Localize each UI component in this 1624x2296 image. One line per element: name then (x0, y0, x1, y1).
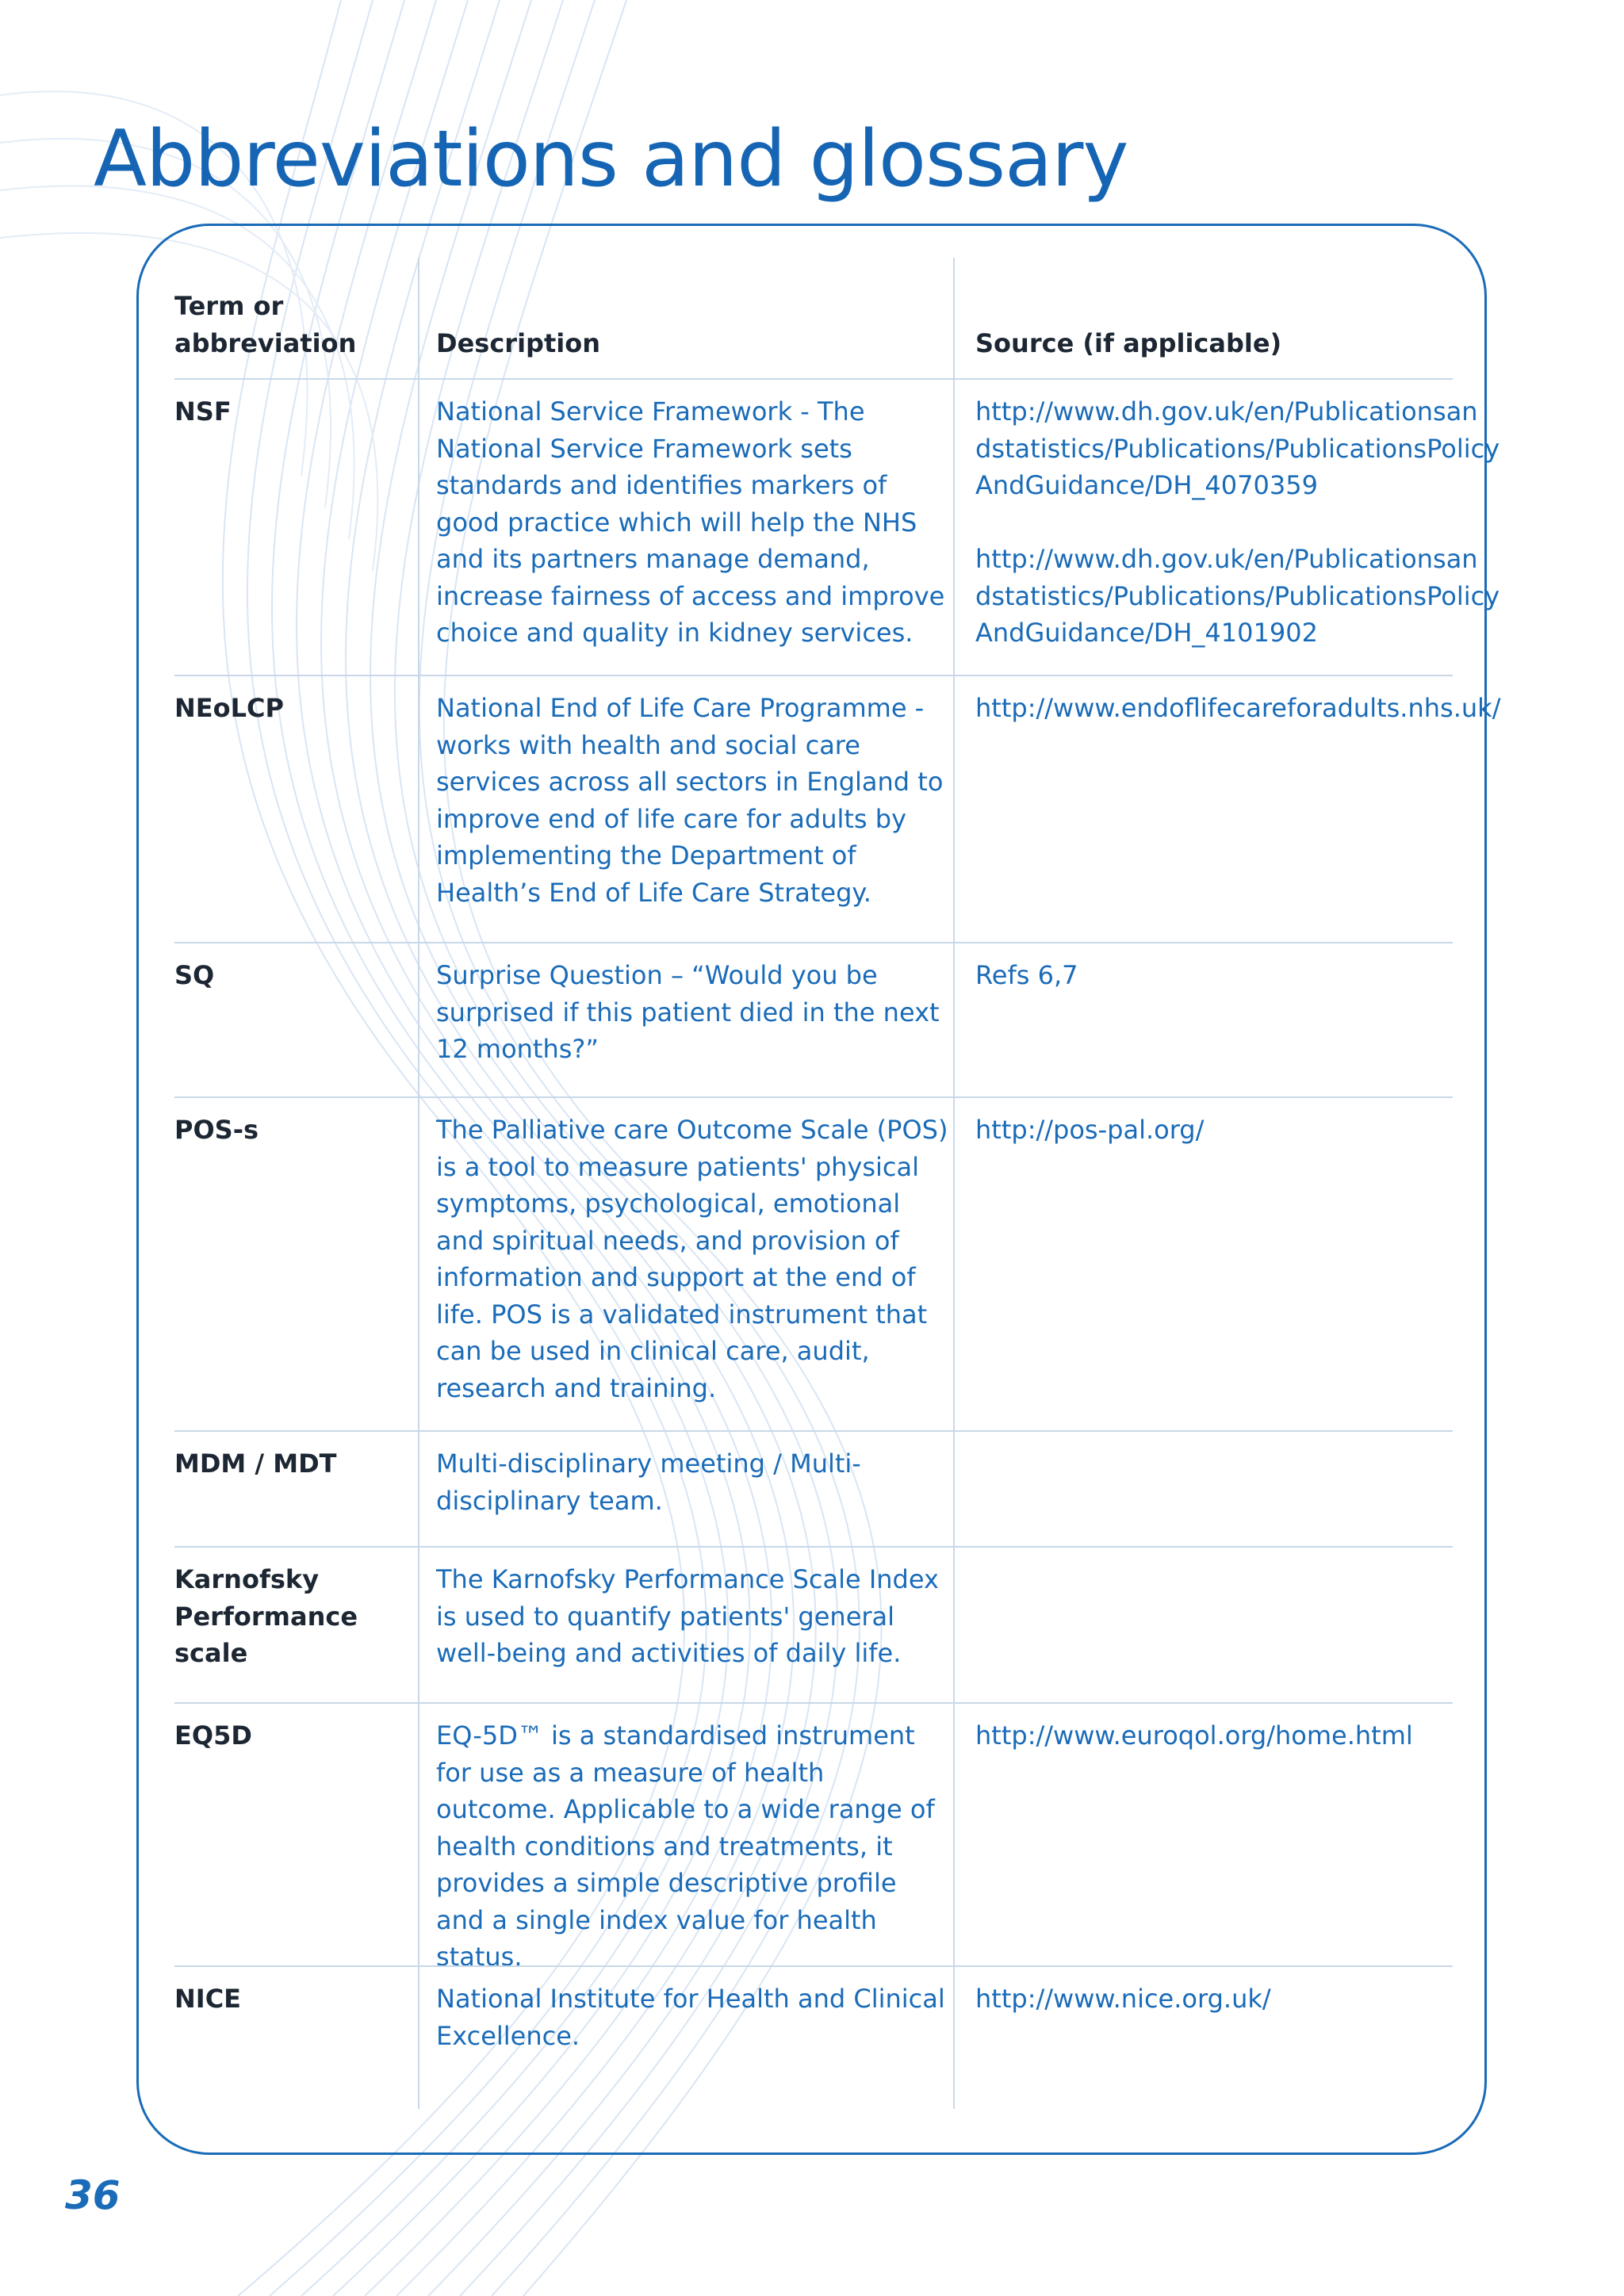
row-term: POS-s (174, 1115, 259, 1145)
glossary-table (174, 258, 1501, 2109)
row-source: Refs 6,7 (975, 960, 1078, 990)
page-number: 36 (65, 2172, 121, 2218)
row-term: NICE (174, 1984, 242, 2014)
row-description: National Service Framework - The National Service Framework sets standards and identifies markers of good practice which will help the NHS and its partners manage demand, increase fairness of access and improve choice and quality in kidney services. (436, 396, 945, 648)
row-description: National End of Life Care Programme - works with health and social care services across all sectors in England to improve end of life care for adults by implementing the Department of Health’s End of Life Care Strategy. (436, 693, 944, 908)
row-description: EQ-5D™ is a standardised instrument for use as a measure of health outcome. Applicable to a wide range of health conditions and treatments, it provides a simple descriptive profile and a single index value for health status. (436, 1720, 935, 1972)
table-row (174, 1546, 1453, 1704)
row-source-link[interactable]: http://www.nice.org.uk/ (975, 1984, 1271, 2014)
table-row (174, 942, 1453, 1098)
row-description: National Institute for Health and Clinical Excellence. (436, 1984, 945, 2051)
header-term: Term or abbreviation (174, 291, 357, 358)
page-title: Abbreviations and glossary (94, 114, 1128, 205)
table-row (174, 1965, 1453, 2110)
row-source-link[interactable]: http://www.dh.gov.uk/en/Publicationsan dstatistics/Publications/PublicationsPolicy AndGuidance/DH_4070359 http://www.dh.gov.uk/en/Publicationsan dstatistics/Publications/PublicationsPolicy AndGuidance/DH_4101902 (975, 396, 1500, 648)
row-source-link[interactable]: http://www.euroqol.org/home.html (975, 1720, 1413, 1751)
table-row (174, 378, 1500, 676)
row-term: NEoLCP (174, 693, 284, 723)
table-row (174, 1430, 1453, 1548)
table-header (174, 258, 1453, 378)
table-row (174, 1702, 1453, 1972)
header-description: Description (436, 328, 600, 358)
row-description: The Karnofsky Performance Scale Index is used to quantify patients' general well-being and activities of daily life. (436, 1564, 939, 1668)
row-source-link[interactable]: http://pos-pal.org/ (975, 1115, 1205, 1145)
row-description: The Palliative care Outcome Scale (POS) is a tool to measure patients' physical symptoms, psychological, emotional and spiritual needs, and provision of information and support at the end of life. POS is a validated instrument that can be used in clinical care, audit, research and training. (436, 1115, 948, 1403)
row-source-link[interactable]: http://www.endoflifecareforadults.nhs.uk/ (975, 693, 1501, 723)
table-row (174, 1096, 1453, 1432)
table-row (174, 675, 1501, 943)
row-term: SQ (174, 960, 215, 990)
row-term: MDM / MDT (174, 1448, 337, 1479)
row-term: Karnofsky Performance scale (174, 1564, 358, 1668)
row-description: Surprise Question – “Would you be surprised if this patient died in the next 12 months?” (436, 960, 940, 1064)
header-source: Source (if applicable) (975, 328, 1282, 358)
row-description: Multi-disciplinary meeting / Multi-disciplinary team. (436, 1448, 861, 1516)
row-term: NSF (174, 396, 232, 427)
row-term: EQ5D (174, 1720, 252, 1751)
